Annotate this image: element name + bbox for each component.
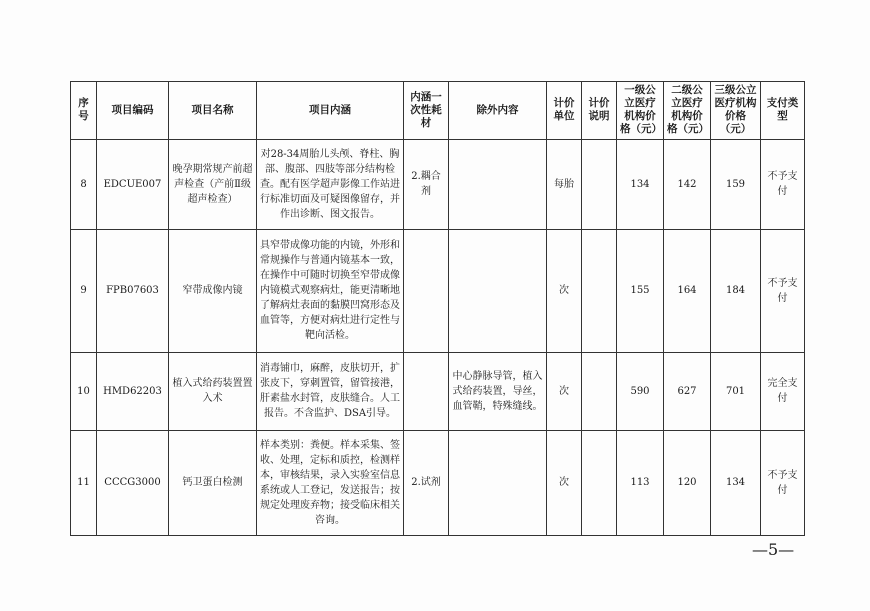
row-name: 植入式给药装置置入术: [169, 352, 257, 430]
header-excluded: 除外内容: [449, 82, 547, 140]
row-note: [582, 430, 617, 535]
row-excluded: 中心静脉导管，植入式给药装置，导丝，血管鞘，特殊缝线。: [449, 352, 547, 430]
table-row: [71, 229, 805, 352]
row-code: FPB07603: [97, 229, 169, 352]
header-unit: 计价单位: [547, 82, 582, 140]
row-price-level2: 142: [664, 139, 711, 229]
row-consumables: 2.耦合剂: [404, 139, 449, 229]
row-note: [582, 139, 617, 229]
header-note: 计价说明: [582, 82, 617, 140]
table-header-row: [71, 82, 805, 140]
row-price-level2: 120: [664, 430, 711, 535]
table-row: [71, 352, 805, 430]
row-seq: 9: [71, 229, 97, 352]
row-price-level2: 164: [664, 229, 711, 352]
table-row: [71, 430, 805, 535]
header-content: 项目内涵: [257, 82, 404, 140]
row-price-level1: 155: [617, 229, 664, 352]
page-number: —5—: [752, 540, 795, 559]
row-unit: 每胎: [547, 139, 582, 229]
row-seq: 11: [71, 430, 97, 535]
row-excluded: [449, 139, 547, 229]
header-payment-type: 支付类型: [761, 82, 805, 140]
row-price-level2: 627: [664, 352, 711, 430]
row-name: 窄带成像内镜: [169, 229, 257, 352]
row-consumables: [404, 229, 449, 352]
row-unit: 次: [547, 430, 582, 535]
row-unit: 次: [547, 352, 582, 430]
row-consumables: 2.试剂: [404, 430, 449, 535]
row-payment-type: 不予支付: [761, 229, 805, 352]
row-price-level1: 134: [617, 139, 664, 229]
row-code: CCCG3000: [97, 430, 169, 535]
table-row: [71, 139, 805, 229]
row-price-level3: 701: [711, 352, 761, 430]
row-price-level1: 590: [617, 352, 664, 430]
row-consumables: [404, 352, 449, 430]
header-consumables: 内涵一次性耗材: [404, 82, 449, 140]
row-unit: 次: [547, 229, 582, 352]
row-note: [582, 352, 617, 430]
row-content: 具窄带成像功能的内镜，外形和常规操作与普通内镜基本一致，在操作中可随时切换至窄带成像内镜模式观察病灶，能更清晰地了解病灶表面的黏膜凹窝形态及血管等，方便对病灶进行定性与靶向活检。: [257, 229, 404, 352]
header-price-level1: 一级公立医疗机构价格（元）: [617, 82, 664, 140]
header-price-level2: 二级公立医疗机构价格（元）: [664, 82, 711, 140]
row-content: 样本类别：粪便。样本采集、签收、处理，定标和质控，检测样本，审核结果，录入实验室信息系统或人工登记，发送报告；按规定处理废弃物；接受临床相关咨询。: [257, 430, 404, 535]
row-content: 对28-34周胎儿头颅、脊柱、胸部、腹部、四肢等部分结构检查。配有医学超声影像工作站进行标准切面及可疑图像留存，并作出诊断、图文报告。: [257, 139, 404, 229]
row-payment-type: 完全支付: [761, 352, 805, 430]
row-seq: 8: [71, 139, 97, 229]
row-payment-type: 不予支付: [761, 430, 805, 535]
header-code: 项目编码: [97, 82, 169, 140]
row-seq: 10: [71, 352, 97, 430]
row-note: [582, 229, 617, 352]
header-price-level3: 三级公立医疗机构价格（元）: [711, 82, 761, 140]
row-price-level1: 113: [617, 430, 664, 535]
row-code: EDCUE007: [97, 139, 169, 229]
header-seq: 序号: [71, 82, 97, 140]
medical-service-price-table: [70, 81, 805, 536]
row-payment-type: 不予支付: [761, 139, 805, 229]
row-name: 晚孕期常规产前超声检查（产前Ⅱ级超声检查）: [169, 139, 257, 229]
row-content: 消毒铺巾，麻醉，皮肤切开，扩张皮下，穿刺置管，留管接港，肝素盐水封管，皮肤缝合。人工报告。不含监护、DSA引导。: [257, 352, 404, 430]
row-name: 钙卫蛋白检测: [169, 430, 257, 535]
row-price-level3: 134: [711, 430, 761, 535]
row-code: HMD62203: [97, 352, 169, 430]
row-excluded: [449, 229, 547, 352]
row-price-level3: 159: [711, 139, 761, 229]
header-name: 项目名称: [169, 82, 257, 140]
row-excluded: [449, 430, 547, 535]
row-price-level3: 184: [711, 229, 761, 352]
